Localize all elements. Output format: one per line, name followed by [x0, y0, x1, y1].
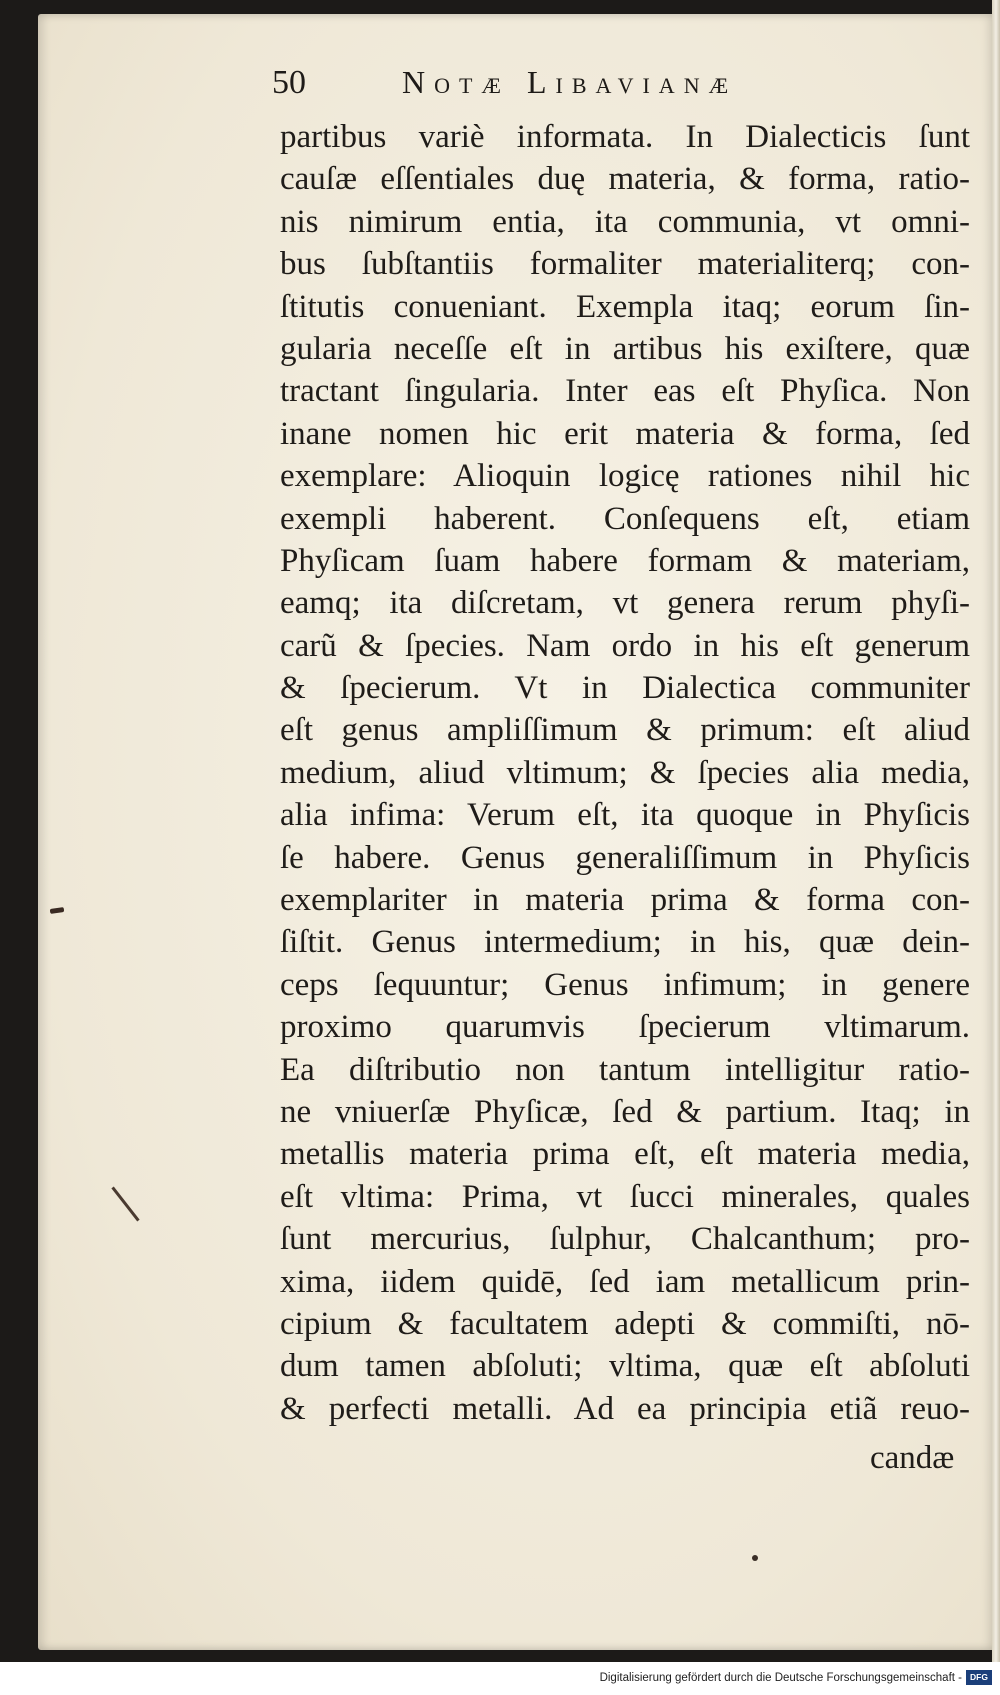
text-line: proximo quarumvis ſpecierum vltimarum. — [280, 1009, 970, 1046]
text-line: inane nomen hic erit materia & forma, ſed — [280, 415, 970, 452]
text-line: ſunt mercurius, ſulphur, Chalcanthum; pro- — [280, 1221, 970, 1258]
text-line: exemplariter in materia prima & forma con- — [280, 882, 970, 919]
text-line: & ſpecierum. Vt in Dialectica communiter — [280, 670, 970, 707]
page-number: 50 — [272, 64, 306, 101]
footer-bar — [0, 1662, 1000, 1695]
text-line: eſt vltima: Prima, vt ſucci minerales, quales — [280, 1178, 970, 1215]
text-line: eamq; ita diſcretam, vt genera rerum phyſi- — [280, 585, 970, 622]
running-head: Notæ Libavianæ — [402, 64, 738, 100]
text-line: ſtitutis conueniant. Exempla itaq; eorum ſin- — [280, 288, 970, 325]
text-line: ceps ſequuntur; Genus infimum; in genere — [280, 966, 970, 1003]
page-header — [272, 60, 972, 104]
catchword: candæ — [870, 1440, 955, 1476]
text-line: bus ſubſtantiis formaliter materialiterq; con- — [280, 246, 970, 283]
text-line: alia infima: Verum eſt, ita quoque in Phyſicis — [280, 797, 970, 834]
text-line: & perfecti metalli. Ad ea principia etiã reuo- — [280, 1390, 970, 1427]
text-line: cauſæ eſſentiales duę materia, & forma, ratio- — [280, 161, 970, 198]
funding-credit: Digitalisierung gefördert durch die Deutsche Forschungsgemeinschaft - — [599, 1672, 962, 1684]
text-line: exempli haberent. Conſequens eſt, etiam — [280, 500, 970, 537]
text-line: metallis materia prima eſt, eſt materia media, — [280, 1136, 970, 1173]
text-line: ſiſtit. Genus intermedium; in his, quæ dein- — [280, 924, 970, 961]
text-line: tractant ſingularia. Inter eas eſt Phyſica. Non — [280, 373, 970, 410]
dfg-logo: DFG — [966, 1670, 992, 1685]
text-line: Phyſicam ſuam habere formam & materiam, — [280, 542, 970, 579]
text-line: gularia neceſſe eſt in artibus his exiſtere, quæ — [280, 330, 970, 367]
text-line: cipium & facultatem adepti & commiſti, nō- — [280, 1305, 970, 1342]
text-line: nis nimirum entia, ita communia, vt omni- — [280, 203, 970, 240]
text-line: medium, aliud vltimum; & ſpecies alia media, — [280, 754, 970, 791]
text-line: Ea diſtributio non tantum intelligitur ratio- — [280, 1051, 970, 1088]
text-line: xima, iidem quidē, ſed iam metallicum prin- — [280, 1263, 970, 1300]
text-line: dum tamen abſoluti; vltima, quæ eſt abſoluti — [280, 1348, 970, 1385]
text-line: partibus variè informata. In Dialecticis ſunt — [280, 119, 970, 155]
ink-dot — [752, 1555, 758, 1561]
text-line: ſe habere. Genus generaliſſimum in Phyſicis — [280, 839, 970, 876]
body-text — [280, 116, 970, 1430]
text-line: exemplare: Alioquin logicę rationes nihil hic — [280, 458, 970, 495]
text-line: carũ & ſpecies. Nam ordo in his eſt generum — [280, 627, 970, 664]
text-line: ne vniuerſæ Phyſicæ, ſed & partium. Itaq; in — [280, 1093, 970, 1130]
text-line: eſt genus ampliſſimum & primum: eſt aliud — [280, 712, 970, 749]
page-edge — [992, 0, 1000, 1662]
